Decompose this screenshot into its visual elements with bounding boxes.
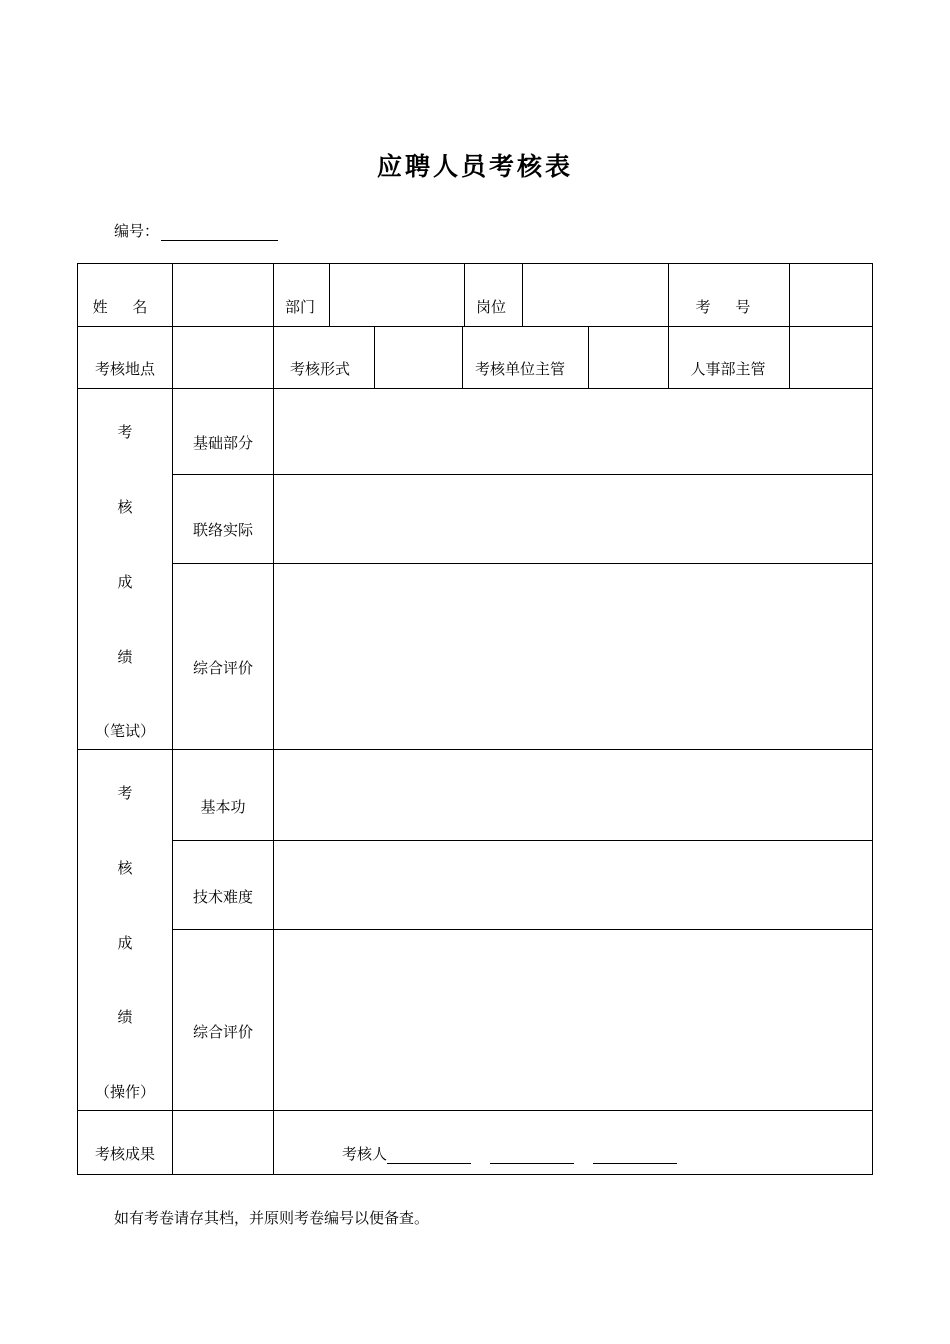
practical-char: 考 bbox=[117, 784, 133, 802]
practical-item: 技术难度 bbox=[192, 888, 254, 906]
practical-char: 绩 bbox=[117, 1008, 133, 1026]
practical-item: 综合评价 bbox=[192, 1023, 254, 1041]
signature-line[interactable] bbox=[490, 1147, 574, 1164]
practical-char: 核 bbox=[117, 859, 133, 877]
written-item: 综合评价 bbox=[192, 659, 254, 677]
doc-number-field[interactable] bbox=[161, 224, 278, 241]
examiner-signatures bbox=[342, 1143, 677, 1164]
label-unit-supervisor: 考核单位主管 bbox=[475, 360, 566, 378]
label-hr-supervisor: 人事部主管 bbox=[690, 360, 766, 378]
practical-suffix: （操作） bbox=[94, 1083, 156, 1101]
assessment-form bbox=[77, 263, 873, 1175]
label-position: 岗位 bbox=[476, 298, 507, 316]
written-char: 成 bbox=[117, 573, 133, 591]
written-char: 考 bbox=[117, 423, 133, 441]
practical-item: 基本功 bbox=[200, 798, 246, 816]
label-result: 考核成果 bbox=[94, 1145, 156, 1163]
page-title: 应聘人员考核表 bbox=[376, 152, 573, 181]
written-item: 基础部分 bbox=[192, 434, 254, 452]
doc-number-label: 编号： bbox=[114, 222, 160, 240]
signature-line[interactable] bbox=[387, 1147, 471, 1164]
label-name: 姓 名 bbox=[92, 298, 158, 316]
written-item: 联络实际 bbox=[192, 521, 254, 539]
label-department: 部门 bbox=[285, 298, 316, 316]
doc-number bbox=[114, 220, 278, 241]
footer-note: 如有考卷请存其档，并原则考卷编号以便备查。 bbox=[114, 1209, 430, 1227]
label-location: 考核地点 bbox=[94, 360, 156, 378]
label-examiner: 考核人 bbox=[342, 1145, 388, 1163]
signature-line[interactable] bbox=[593, 1147, 677, 1164]
label-format: 考核形式 bbox=[290, 360, 351, 378]
written-char: 绩 bbox=[117, 648, 133, 666]
label-exam-number: 考 号 bbox=[695, 298, 761, 316]
written-suffix: （笔试） bbox=[94, 722, 156, 740]
practical-char: 成 bbox=[117, 934, 133, 952]
written-char: 核 bbox=[117, 498, 133, 516]
